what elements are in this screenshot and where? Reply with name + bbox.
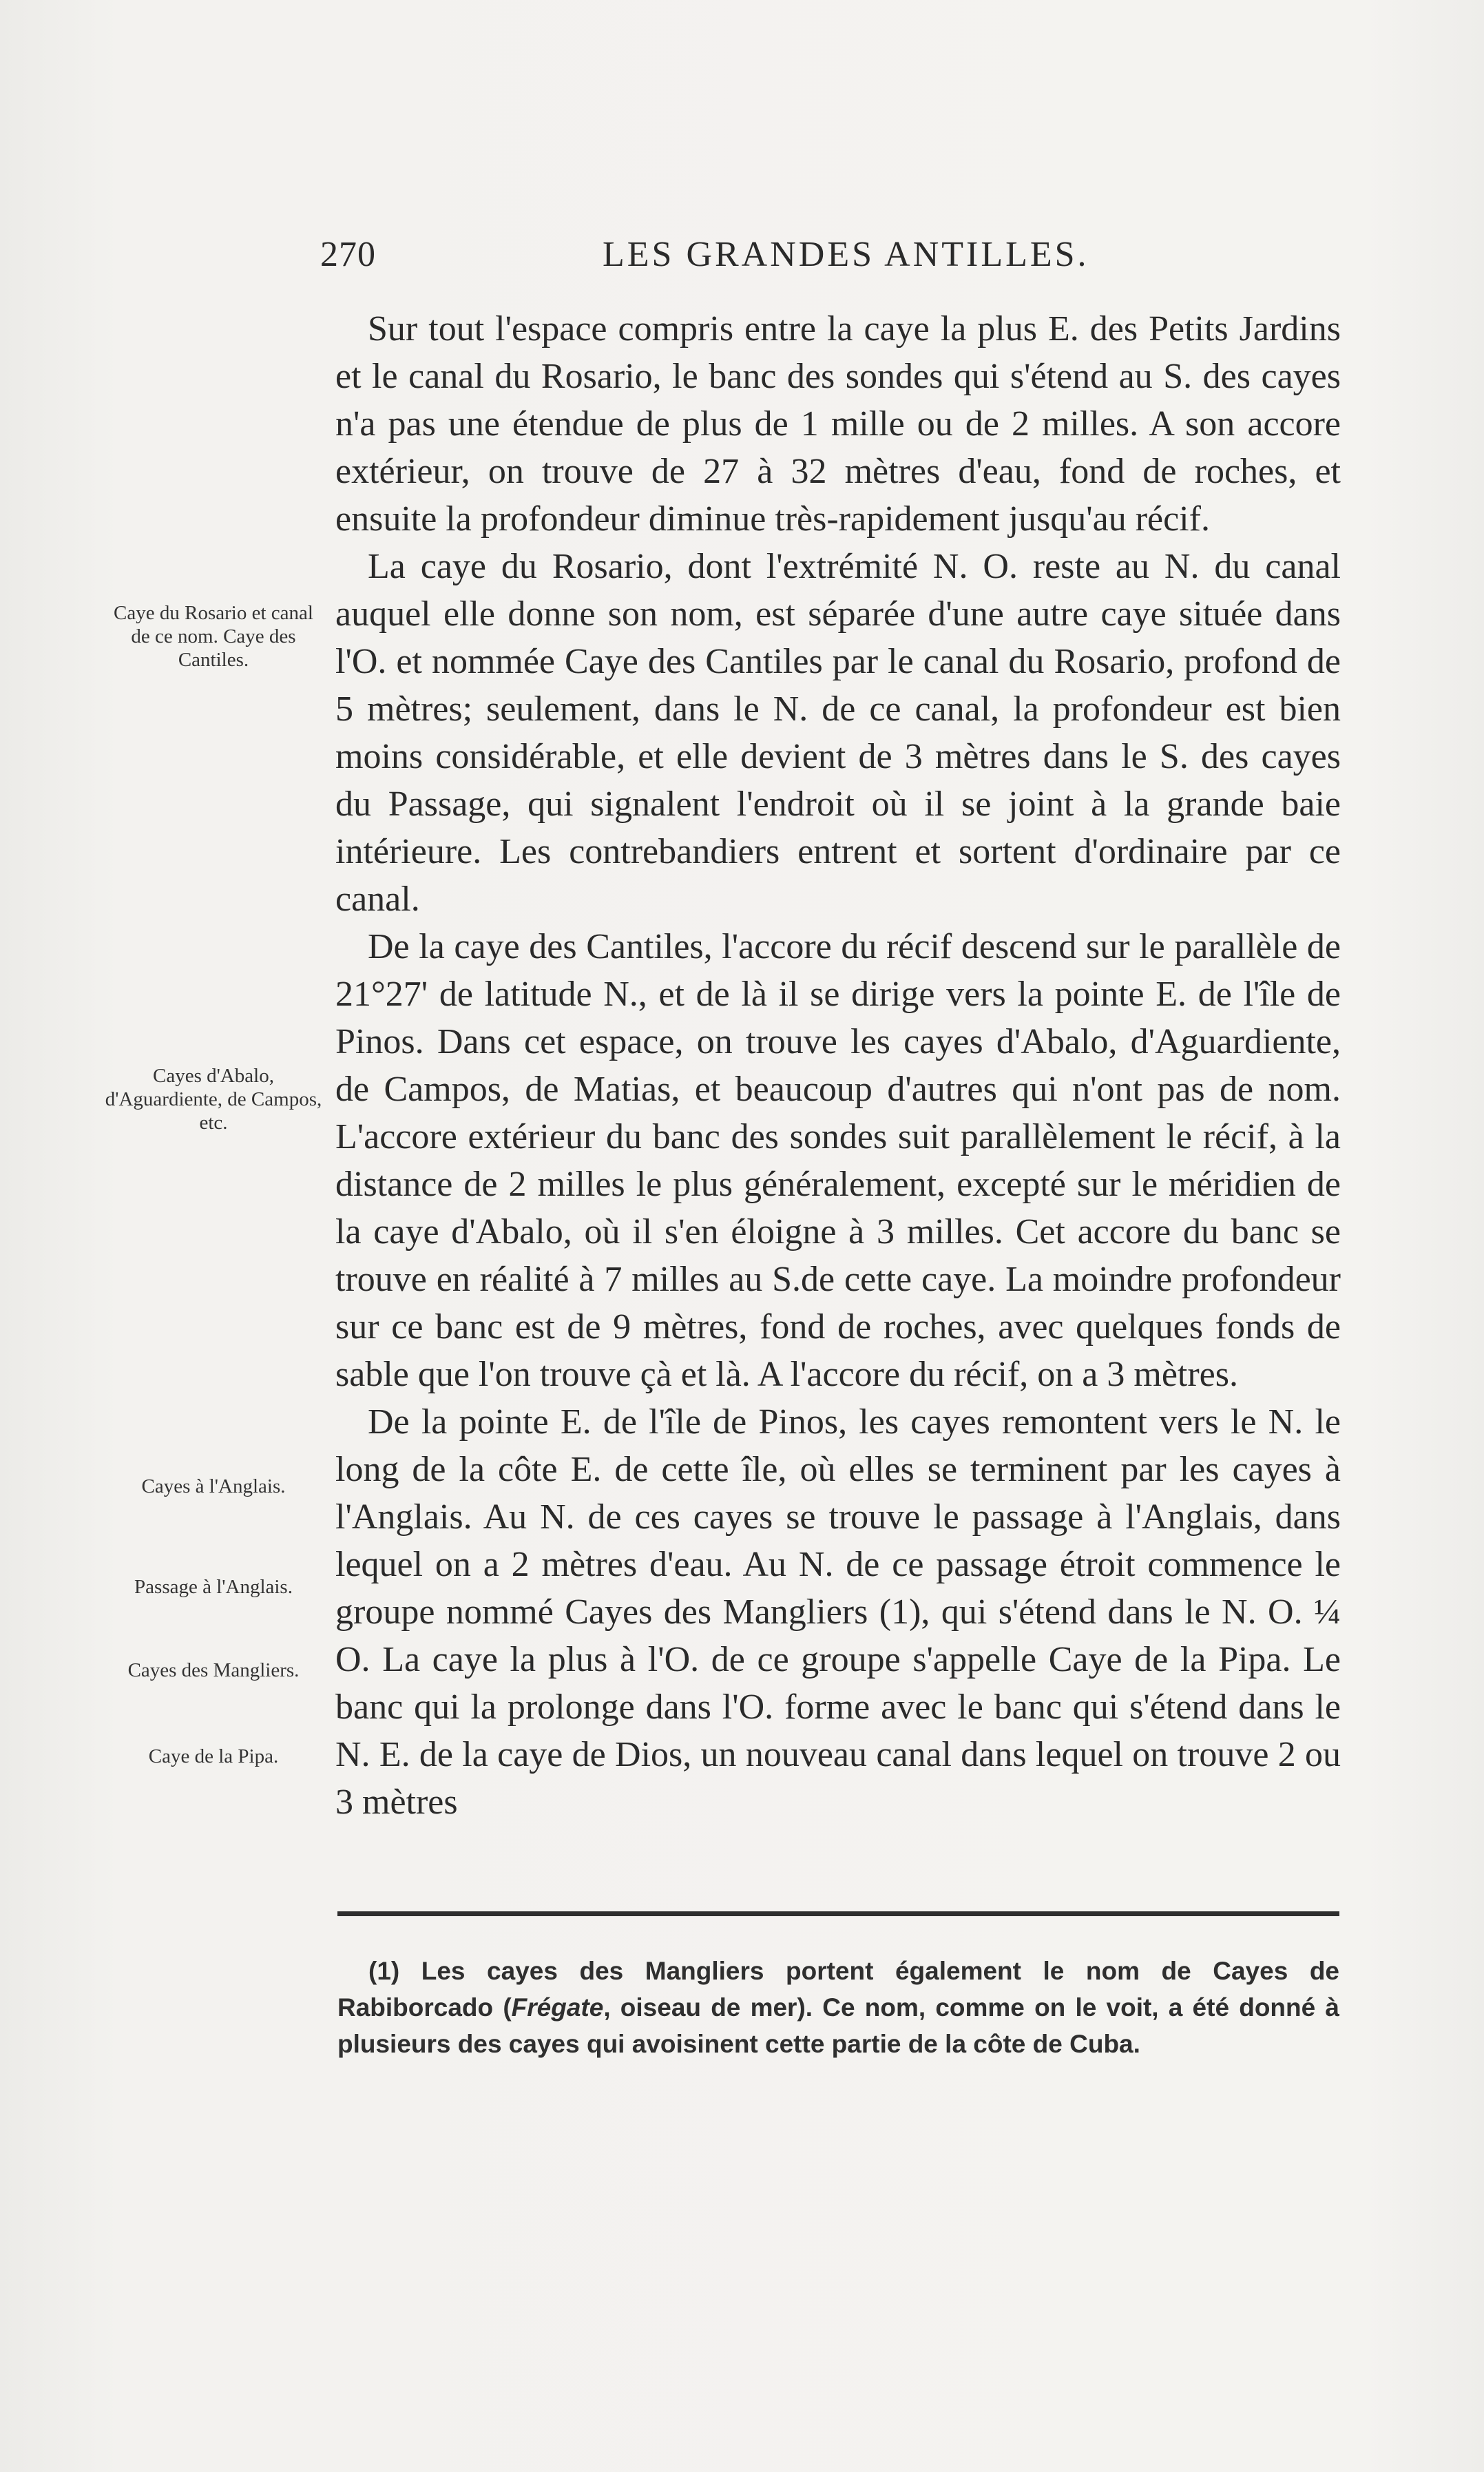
footnote-divider (337, 1911, 1339, 1916)
running-title: LES GRANDES ANTILLES. (603, 235, 1089, 274)
page-number: 270 (320, 235, 376, 274)
main-text (335, 305, 1341, 1826)
margin-note-rosario: Caye du Rosario et canal de ce nom. Caye des Cantiles. (114, 602, 313, 671)
footnote-italic-term: Frégate (511, 1993, 604, 2022)
page-header (320, 234, 1339, 282)
margin-note-cayes-anglais: Cayes à l'Anglais. (141, 1475, 286, 1497)
footnote-text-end: , oiseau de mer). Ce nom, comme on le voit, a été donné à plusieurs des cayes qui avoisinent cette partie de la côte de Cuba. (337, 1993, 1339, 2058)
margin-note-passage-anglais: Passage à l'Anglais. (134, 1576, 293, 1598)
footnote (337, 1953, 1339, 2062)
margin-note-mangliers: Cayes des Mangliers. (127, 1659, 300, 1681)
margin-note-pipa: Caye de la Pipa. (148, 1745, 279, 1767)
footnote-text-start: (1) Les cayes des Mangliers portent également le nom de Cayes de Rabiborcado ( (337, 1957, 1339, 2022)
paragraph-4: De la pointe E. de l'île de Pinos, les cayes remontent vers le N. le long de la côte E. de cette île, où elles se terminent par les cayes à l'Anglais. Au N. de ces cayes se trouve le passage à l'Anglais, dans lequel on a 2 mètres d'eau. Au N. de ce passage étroit commence le groupe nommé Cayes des Mangliers (1), qui s'étend dans le N. O. ¼ O. La caye la plus à l'O. de ce groupe s'appelle Caye de la Pipa. Le banc qui la prolonge dans l'O. forme avec le banc qui s'étend dans le N. E. de la caye de Dios, un nouveau canal dans lequel on trouve 2 ou 3 mètres (335, 1402, 1341, 1822)
paragraph-3: De la caye des Cantiles, l'accore du récif descend sur le parallèle de 21°27' de latitude N., et de là il se dirige vers la pointe E. de l'île de Pinos. Dans cet espace, on trouve les cayes d'Abalo, d'Aguardiente, de Campos, de Matias, et beaucoup d'autres qui n'ont pas de nom. L'accore extérieur du banc des sondes suit parallèlement le récif, à la distance de 2 milles le plus généralement, excepté sur le méridien de la caye d'Abalo, où il s'en éloigne à 3 milles. Cet accore du banc se trouve en réalité à 7 milles au S.de cette caye. La moindre profondeur sur ce banc est de 9 mètres, fond de roches, avec quelques fonds de sable que l'on trouve çà et là. A l'accore du récif, on a 3 mètres. (335, 927, 1341, 1394)
paragraph-2: La caye du Rosario, dont l'extrémité N. O. reste au N. du canal auquel elle donne son nom, est séparée d'une autre caye située dans l'O. et nommée Caye des Cantiles par le canal du Rosario, profond de 5 mètres; seulement, dans le N. de ce canal, la profondeur est bien moins considérable, et elle devient de 3 mètres dans le S. des cayes du Passage, qui signalent l'endroit où il se joint à la grande baie intérieure. Les contrebandiers entrent et sortent d'ordinaire par ce canal. (335, 547, 1341, 919)
paragraph-1: Sur tout l'espace compris entre la caye la plus E. des Petits Jardins et le canal du Rosario, le banc des sondes qui s'étend au S. des cayes n'a pas une étendue de plus de 1 mille ou de 2 milles. A son accore extérieur, on trouve de 27 à 32 mètres d'eau, fond de roches, et ensuite la profondeur diminue très-rapidement jusqu'au récif. (335, 309, 1341, 539)
margin-note-abalo: Cayes d'Abalo, d'Aguardiente, de Campos, etc. (105, 1065, 322, 1134)
